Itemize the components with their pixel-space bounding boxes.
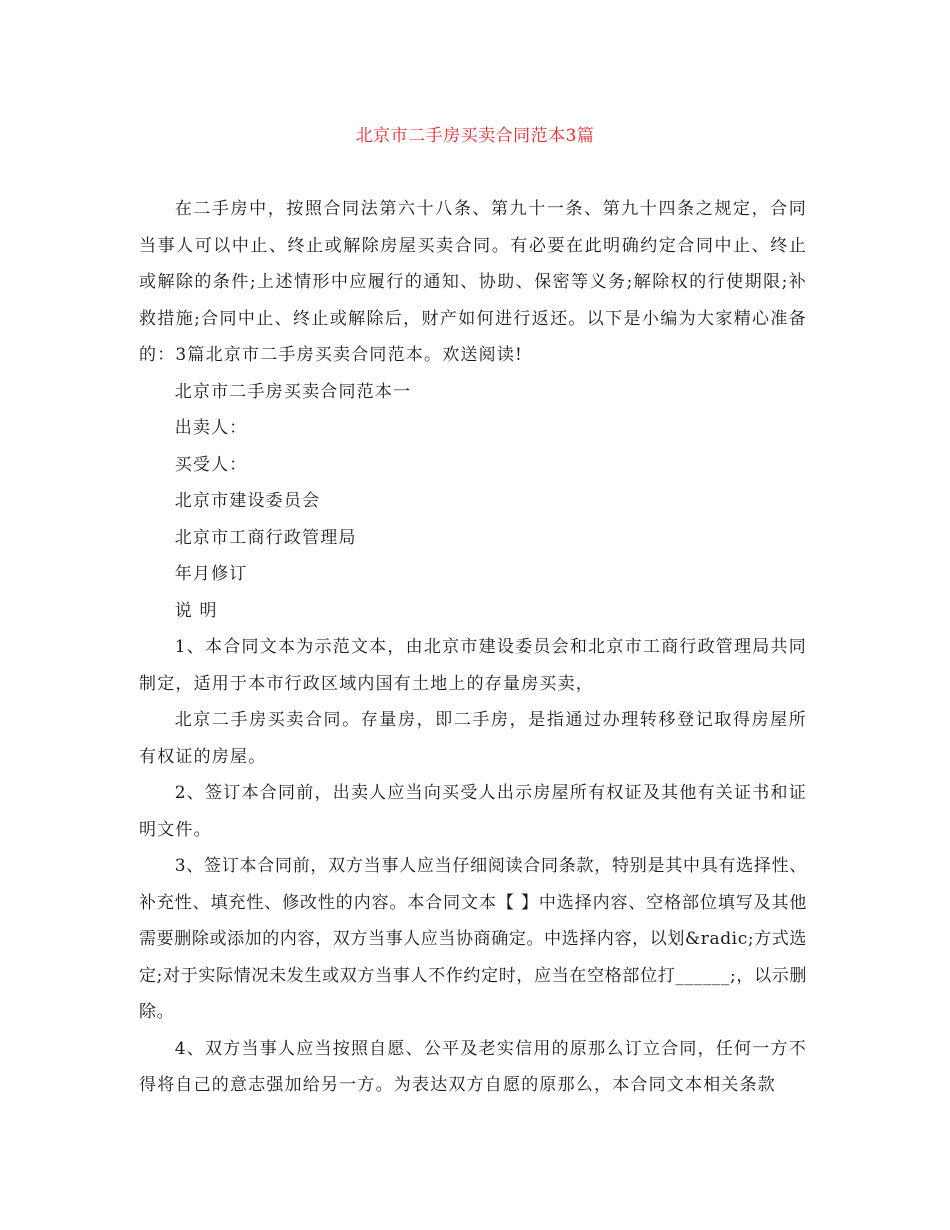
- document-title: 北京市二手房买卖合同范本3篇: [355, 126, 595, 146]
- explanation-item-1-continued: 北京二手房买卖合同。存量房，即二手房，是指通过办理转移登记取得房屋所有权证的房屋。: [139, 710, 807, 767]
- explanation-item-1: 1、本合同文本为示范文本，由北京市建设委员会和北京市工商行政管理局共同制定，适用于本市行政区域内国有土地上的存量房买卖，: [139, 637, 807, 694]
- issuer-construction-committee: 北京市建设委员会: [174, 491, 321, 511]
- revision-date-line: 年月修订: [174, 564, 248, 584]
- contract-heading: 北京市二手房买卖合同范本一: [174, 381, 412, 402]
- intro-paragraph: 在二手房中，按照合同法第六十八条、第九十一条、第九十四条之规定，合同当事人可以中止、终止或解除房屋买卖合同。有必要在此明确约定合同中止、终止或解除的条件;上述情形中应履行的通知、协助、保密等义务;解除权的行使期限;补救措施;合同中止、终止或解除后，财产如何进行返还。以下是小编为大家精心准备的：3篇北京市二手房买卖合同范本。欢送阅读!: [139, 199, 807, 365]
- explanation-item-2: 2、签订本合同前，出卖人应当向买受人出示房屋所有权证及其他有关证书和证明文件。: [139, 783, 807, 840]
- explanation-item-3: 3、签订本合同前，双方当事人应当仔细阅读合同条款，特别是其中具有选择性、补充性、填充性、修改性的内容。本合同文本【 】中选择内容、空格部位填写及其他需要删除或添加的内容，双方当事人应当协商确定。中选择内容，以划&radic;方式选定;对于实际情况未发生或双方当事人不作约定时，应当在空格部位打______;，以示删除。: [139, 856, 807, 1022]
- explanation-item-4: 4、双方当事人应当按照自愿、公平及老实信用的原那么订立合同，任何一方不得将自己的意志强加给另一方。为表达双方自愿的原那么，本合同文本相关条款: [139, 1038, 807, 1095]
- document-body: [139, 191, 807, 1104]
- seller-line: 出卖人：: [174, 418, 248, 438]
- explanation-heading: 说 明: [174, 600, 218, 621]
- issuer-industry-commerce-bureau: 北京市工商行政管理局: [174, 527, 357, 548]
- buyer-line: 买受人：: [174, 454, 248, 475]
